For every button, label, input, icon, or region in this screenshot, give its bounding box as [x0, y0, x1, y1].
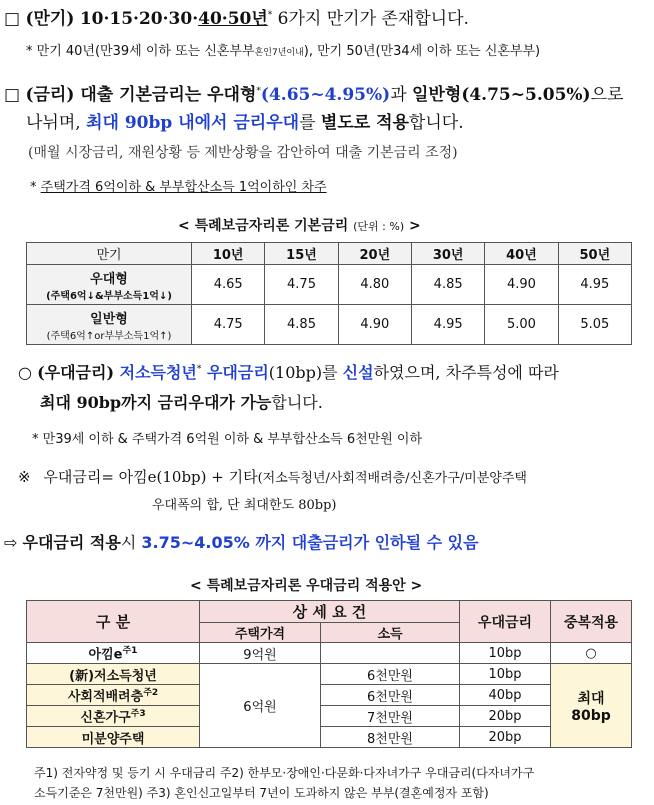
- table2-row: [27, 727, 632, 748]
- rate-pref-type: 우대형: [207, 85, 257, 105]
- table1-cell: 4.85: [265, 305, 338, 345]
- pref-note: * 만39세 이하 & 주택가격 6억원 이하 & 부부합산소득 6천만원 이하: [32, 432, 423, 447]
- table2-row-label: [27, 706, 200, 727]
- maturity-terms: 10·15·20·30·: [79, 9, 199, 29]
- table1-title-end: >: [409, 218, 421, 234]
- table2-cell-rate: 10bp: [460, 643, 551, 664]
- table2-cell-house-shared: 6억원: [200, 664, 321, 748]
- table2-row-label: [27, 664, 200, 685]
- table2-row: [27, 685, 632, 706]
- pref-formula-a: 우대금리= 아낌e(10bp) + 기타: [43, 468, 258, 486]
- arrow-icon: ⇨: [4, 533, 18, 552]
- pref-label: (우대금리): [37, 363, 120, 382]
- conclusion-apply: 우대금리 적용: [22, 533, 121, 552]
- table1-row: [27, 305, 632, 345]
- maturity-rest: 6가지 만기가 존재합니다.: [272, 9, 469, 29]
- table1-cell: 4.75: [192, 305, 265, 345]
- pref-line2-end: 합니다.: [271, 393, 323, 412]
- table2-row-name: 사회적배려층: [67, 689, 144, 705]
- maturity-mark: *: [267, 10, 273, 21]
- table1-cell: 4.95: [411, 305, 484, 345]
- table2-row-name: (新)저소득청년: [69, 668, 157, 684]
- table2-header-category: 구 분: [27, 601, 200, 643]
- table1-row-name: 일반형: [90, 311, 128, 327]
- rate-text: 대출 기본금리는: [74, 85, 208, 105]
- table1-unit: (단위 : %): [353, 220, 405, 233]
- maturity-label: (만기): [25, 9, 75, 29]
- table2-dup-max-a: 최대: [577, 690, 605, 707]
- pref-line-2: [40, 390, 323, 413]
- pref-rate-table: [26, 600, 632, 748]
- table1-cell: 4.90: [485, 265, 558, 305]
- table2-row: [27, 664, 632, 685]
- table2-cell-rate: 10bp: [460, 664, 551, 685]
- conclusion-line: [4, 530, 479, 553]
- table2-header-dup: 중복적용: [551, 601, 632, 643]
- table2-cell-income: 6천만원: [321, 685, 460, 706]
- table1-cell: 4.95: [558, 265, 631, 305]
- table2-row-label: [27, 643, 200, 664]
- table1-row-label: [27, 305, 192, 345]
- table2-row: [27, 706, 632, 727]
- table2-row-note: 주2: [143, 688, 159, 699]
- rate-note-star: *: [30, 180, 41, 195]
- pref-line-1: [18, 360, 559, 383]
- rate-pref-range: (4.65~4.95%): [260, 85, 391, 105]
- table2-cell-income: [321, 643, 460, 664]
- table2-cell-rate: 40bp: [460, 685, 551, 706]
- table1-row-sub: (주택6억↑or부부소득1억↑): [46, 330, 172, 342]
- table1-header-cell: 15년: [265, 243, 338, 265]
- bullet-circle: ○: [18, 363, 32, 382]
- table2-cell-income: 6천만원: [321, 664, 460, 685]
- table2-cell-house: 9억원: [200, 643, 321, 664]
- table1-cell: 4.75: [265, 265, 338, 305]
- conclusion-text: 시: [120, 533, 142, 552]
- table2-header-rate: 우대금리: [460, 601, 551, 643]
- table2-dup-max-b: 80bp: [571, 707, 611, 724]
- table2-cell-rate: 20bp: [460, 727, 551, 748]
- table1-title: [178, 215, 421, 235]
- table2-cell-income: 7천만원: [321, 706, 460, 727]
- table2-cell-dup: ○: [551, 643, 632, 664]
- table1-title-text: < 특례보금자리론 기본금리: [178, 218, 349, 234]
- table2-row-name: 미분양주택: [81, 731, 145, 747]
- maturity-note-a: * 만기 40년(만39세 이하 또는 신혼부부: [26, 44, 255, 59]
- rate-general-range: (4.75~5.05%): [461, 85, 591, 105]
- table1-row: [27, 265, 632, 305]
- table2-header-detail: 상 세 요 건: [200, 601, 460, 623]
- rate-line2-separate: 별도로 적용: [320, 113, 409, 133]
- rate-line2-a: 나뉘며,: [26, 113, 87, 133]
- footnote-1: 주1) 전자약정 및 등기 시 우대금리 주2) 한부모·장애인·다문화·다자녀가구 우대금리(다자녀가구: [34, 766, 535, 780]
- table2-row-note: 주1: [122, 646, 138, 657]
- table2-cell-rate: 20bp: [460, 706, 551, 727]
- rate-note: [30, 176, 327, 195]
- table2-header-row: [27, 601, 632, 623]
- pref-youth: 저소득청년: [119, 363, 197, 382]
- table1-header-row: [27, 243, 632, 265]
- rate-note-text: 주택가격 6억이하 & 부부합산소득 1억이하인 차주: [40, 180, 327, 195]
- table1-header-cell: 만기: [27, 243, 192, 265]
- rate-line2-c: 를: [299, 113, 321, 133]
- pref-mark: *: [196, 364, 202, 375]
- basic-rate-table: [26, 242, 632, 345]
- table1-header-cell: 20년: [338, 243, 411, 265]
- table1-cell: 4.90: [338, 305, 411, 345]
- table2-row: [27, 643, 632, 664]
- table2-title: < 특례보금자리론 우대금리 적용안 >: [190, 578, 423, 594]
- table1-header-cell: 10년: [192, 243, 265, 265]
- table1-row-label: [27, 265, 192, 305]
- maturity-note-small: 혼인7년이내: [254, 48, 304, 58]
- rate-general-type: 일반형: [412, 85, 462, 105]
- table1-header-cell: 30년: [411, 243, 484, 265]
- maturity-note-b: ), 만기 50년(만34세 이하 또는 신혼부부): [303, 44, 541, 59]
- table1-cell: 5.00: [485, 305, 558, 345]
- pref-rate: 우대금리: [201, 363, 269, 382]
- table1-row-sub: (주택6억↓&부부소득1억↓): [46, 290, 172, 302]
- pref-formula-b: (저소득청년/사회적배려층/신혼가구/미분양주택: [257, 471, 527, 486]
- bullet-square: □: [4, 85, 21, 105]
- pref-new: 신설: [342, 363, 374, 382]
- table2-header-income: 소득: [321, 623, 460, 643]
- rate-text-3: 으로: [590, 85, 624, 105]
- rate-line-2: [26, 108, 464, 133]
- table1-cell: 4.85: [411, 265, 484, 305]
- table2-row-label: [27, 727, 200, 748]
- table1-cell: 4.80: [338, 265, 411, 305]
- maturity-note: [26, 40, 540, 59]
- rate-line-1: [4, 80, 623, 105]
- rate-label: (금리): [25, 85, 75, 105]
- table2-row-label: [27, 685, 200, 706]
- table2-row-name: 신혼가구: [80, 710, 131, 726]
- conclusion-result: 3.75~4.05% 까지 대출금리가 인하될 수 있음: [141, 533, 479, 552]
- pref-bp: (10bp)를: [268, 363, 343, 382]
- maturity-line: [4, 4, 469, 29]
- reference-mark: ※: [18, 468, 31, 486]
- table2-row-name: 아낌e: [88, 647, 123, 663]
- pref-rest: 하였으며, 차주특성에 따라: [373, 363, 559, 382]
- table2-cell-income: 8천만원: [321, 727, 460, 748]
- rate-line2-max: 최대 90bp 내에서 금리우대: [86, 113, 300, 133]
- table2-row-note: 주3: [130, 709, 146, 720]
- pref-max: 최대 90bp까지 금리우대가 가능: [40, 393, 272, 412]
- footnote-2: 소득기준은 7천만원) 주3) 혼인신고일부터 7년이 도과하지 않은 부부(결혼예정자 포함): [34, 786, 489, 800]
- table1-cell: 5.05: [558, 305, 631, 345]
- pref-formula-c: 우대폭의 합, 단 최대한도 80bp): [152, 498, 337, 513]
- pref-formula: [18, 466, 527, 487]
- table1-header-cell: 50년: [558, 243, 631, 265]
- table2-header-house: 주택가격: [200, 623, 321, 643]
- table2-cell-dup-max: [551, 664, 632, 748]
- rate-text-2: 과: [390, 85, 413, 105]
- table1-cell: 4.65: [192, 265, 265, 305]
- maturity-terms-underlined: 40·50년: [198, 9, 268, 29]
- table1-row-name: 우대형: [90, 271, 128, 287]
- rate-line-3: (매월 시장금리, 재원상황 등 제반상황을 감안하여 대출 기본금리 조정): [28, 145, 458, 161]
- bullet-square: □: [4, 9, 21, 29]
- table1-header-cell: 40년: [485, 243, 558, 265]
- rate-line2-e: 합니다.: [408, 113, 464, 133]
- rate-mark: *: [256, 86, 261, 97]
